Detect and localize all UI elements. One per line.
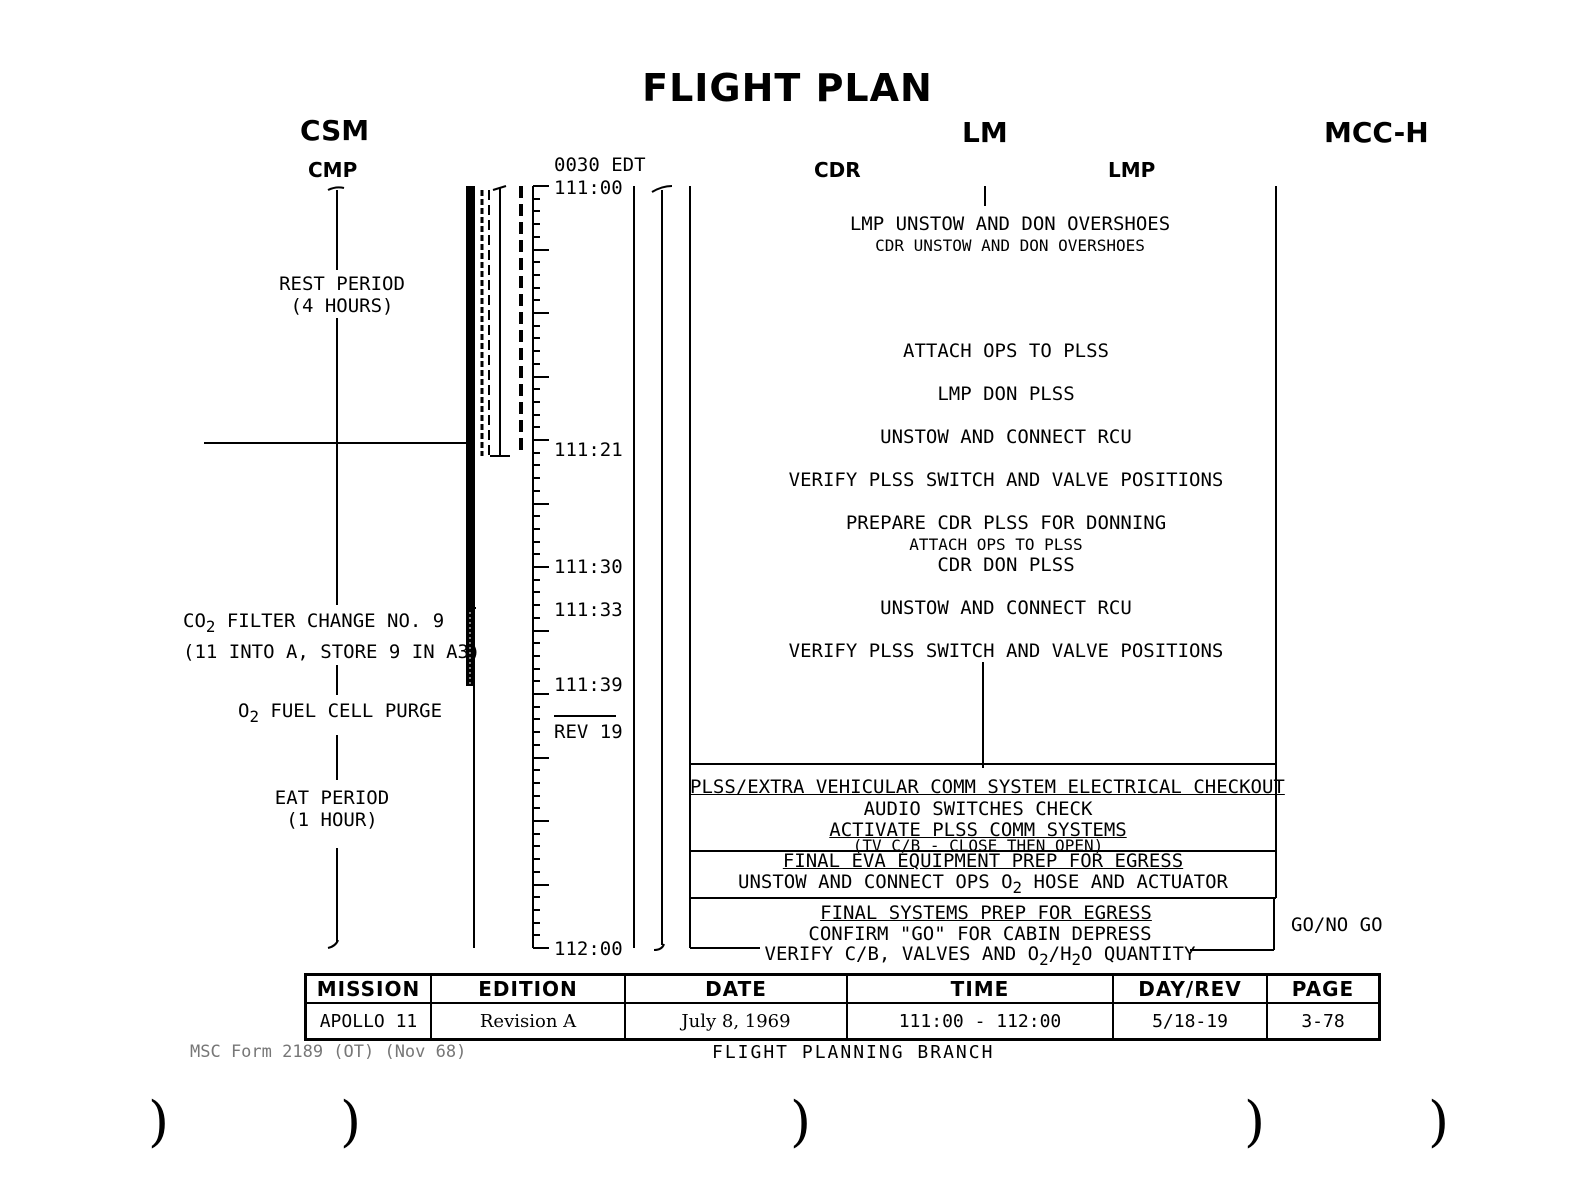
footer-mission: APOLLO 11 xyxy=(306,1003,432,1040)
page-title: FLIGHT PLAN xyxy=(642,66,933,110)
punch-mark-1: ) xyxy=(148,1090,170,1153)
lm-activity-6: VERIFY PLSS SWITCH AND VALVE POSITIONS xyxy=(788,469,1224,491)
tv-cb-note: (TV C/B - CLOSE THEN OPEN) xyxy=(852,836,1104,855)
minute-tick xyxy=(533,464,540,466)
verify-text-b: /H xyxy=(1048,943,1072,965)
eva-prep-text-a: UNSTOW AND CONNECT OPS O xyxy=(738,871,1013,893)
minute-tick xyxy=(533,820,549,822)
minute-tick xyxy=(533,655,540,657)
verify-text-c: O QUANTITY xyxy=(1081,943,1196,965)
eat-period-duration: (1 HOUR) xyxy=(286,809,378,831)
minute-tick xyxy=(533,490,540,492)
time-111-33: 111:33 xyxy=(554,599,623,621)
minute-tick xyxy=(533,769,540,771)
o2-label: O xyxy=(238,700,250,722)
minute-tick xyxy=(533,249,549,251)
lm-activity-3: ATTACH OPS TO PLSS xyxy=(903,340,1109,362)
punch-mark-4: ) xyxy=(1244,1090,1266,1153)
minute-tick xyxy=(533,274,540,276)
footer-header-page: PAGE xyxy=(1267,975,1380,1004)
rest-period-duration: (4 HOURS) xyxy=(290,295,394,317)
minute-tick xyxy=(533,503,549,505)
eva-prep-text-b: HOSE AND ACTUATOR xyxy=(1022,871,1228,893)
minute-tick xyxy=(533,553,540,555)
minute-tick xyxy=(533,287,540,289)
minute-tick xyxy=(533,299,540,301)
minute-tick xyxy=(533,452,540,454)
eva-prep-heading: FINAL EVA EQUIPMENT PREP FOR EGRESS xyxy=(782,850,1184,872)
minute-tick xyxy=(533,718,540,720)
rest-period xyxy=(237,273,447,317)
minute-tick xyxy=(533,845,540,847)
minute-tick xyxy=(533,185,549,187)
minute-tick xyxy=(533,223,540,225)
minute-tick xyxy=(533,947,549,949)
mcc-heading: MCC-H xyxy=(1324,116,1429,149)
minute-tick xyxy=(533,680,540,682)
minute-tick xyxy=(533,591,540,593)
confirm-go-cabin: CONFIRM "GO" FOR CABIN DEPRESS xyxy=(808,923,1152,945)
co2-filter-text: FILTER CHANGE NO. 9 xyxy=(215,610,445,632)
minute-tick xyxy=(533,934,540,936)
minute-tick xyxy=(533,693,549,695)
co2-subscript: 2 xyxy=(205,616,216,636)
eat-period xyxy=(232,787,432,831)
time-111-00: 111:00 xyxy=(554,177,623,199)
minute-tick xyxy=(533,210,540,212)
punch-mark-5: ) xyxy=(1428,1090,1450,1153)
lm-activity-1: LMP UNSTOW AND DON OVERSHOES xyxy=(849,213,1171,235)
minute-tick xyxy=(533,668,540,670)
minute-tick xyxy=(533,604,540,606)
minute-tick xyxy=(533,579,540,581)
time-111-39: 111:39 xyxy=(554,674,623,696)
footer-table xyxy=(304,973,1381,1041)
edt-label: 0030 EDT xyxy=(554,154,646,176)
lm-activity-7: PREPARE CDR PLSS FOR DONNING xyxy=(845,512,1167,534)
minute-tick xyxy=(533,236,540,238)
minute-tick xyxy=(533,782,540,784)
minute-tick xyxy=(533,922,540,924)
co2-label: CO xyxy=(183,610,206,632)
cmp-heading: CMP xyxy=(308,158,358,182)
eva-prep-subscript: 2 xyxy=(1012,877,1023,897)
minute-tick xyxy=(533,731,540,733)
minute-tick xyxy=(533,198,540,200)
systems-prep-heading: FINAL SYSTEMS PREP FOR EGRESS xyxy=(820,902,1152,924)
minute-tick xyxy=(533,388,540,390)
lm-activity-9: CDR DON PLSS xyxy=(937,554,1075,576)
minute-tick xyxy=(533,515,540,517)
lm-heading: LM xyxy=(962,116,1008,149)
time-112-00: 112:00 xyxy=(554,938,623,960)
minute-tick xyxy=(533,630,549,632)
o2-fuel-cell-purge xyxy=(238,700,442,726)
minute-tick xyxy=(533,337,540,339)
minute-tick xyxy=(533,858,540,860)
footer-header-mission: MISSION xyxy=(306,975,432,1004)
minute-tick xyxy=(533,401,540,403)
minute-tick xyxy=(533,312,549,314)
footer-header-dayrev: DAY/REV xyxy=(1113,975,1267,1004)
minute-tick xyxy=(533,807,540,809)
eat-period-label: EAT PERIOD xyxy=(274,787,390,809)
minute-tick xyxy=(533,376,549,378)
footer-header-date: DATE xyxy=(625,975,847,1004)
lm-activity-11: VERIFY PLSS SWITCH AND VALVE POSITIONS xyxy=(788,640,1224,662)
minute-tick xyxy=(533,363,540,365)
go-no-go: GO/NO GO xyxy=(1291,914,1383,936)
minute-tick xyxy=(533,350,540,352)
minute-tick xyxy=(533,744,540,746)
minute-tick xyxy=(533,325,540,327)
verify-text-a: VERIFY C/B, VALVES AND O xyxy=(764,943,1040,965)
co2-filter-change xyxy=(183,610,444,636)
form-number: MSC Form 2189 (OT) (Nov 68) xyxy=(190,1042,467,1062)
minute-tick xyxy=(533,642,540,644)
lm-activity-10: UNSTOW AND CONNECT RCU xyxy=(880,597,1132,619)
minute-tick xyxy=(533,617,540,619)
verify-sub-2: 2 xyxy=(1071,949,1082,969)
footer-time: 111:00 - 112:00 xyxy=(847,1003,1113,1040)
time-111-21: 111:21 xyxy=(554,439,623,461)
footer-edition: Revision A xyxy=(431,1003,625,1040)
lm-activity-8: ATTACH OPS TO PLSS xyxy=(909,535,1083,554)
lm-activity-4: LMP DON PLSS xyxy=(937,383,1075,405)
punch-mark-2: ) xyxy=(340,1090,362,1153)
minute-tick xyxy=(533,757,549,759)
punch-mark-3: ) xyxy=(790,1090,812,1153)
checkout-heading: PLSS/EXTRA VEHICULAR COMM SYSTEM ELECTRICAL CHECKOUT xyxy=(690,776,1285,798)
lm-activity-2: CDR UNSTOW AND DON OVERSHOES xyxy=(875,236,1145,255)
eva-prep-item xyxy=(690,871,1276,897)
co2-filter-detail: (11 INTO A, STORE 9 IN A3) xyxy=(183,641,481,663)
minute-tick xyxy=(533,909,540,911)
footer-dayrev: 5/18-19 xyxy=(1113,1003,1267,1040)
minute-tick xyxy=(533,439,549,441)
minute-tick xyxy=(533,795,540,797)
minute-tick xyxy=(533,477,540,479)
footer-date: July 8, 1969 xyxy=(625,1003,847,1040)
footer-header-edition: EDITION xyxy=(431,975,625,1004)
lmp-heading: LMP xyxy=(1108,158,1156,182)
lm-activity-5: UNSTOW AND CONNECT RCU xyxy=(880,426,1132,448)
verify-quantity xyxy=(690,943,1270,969)
minute-tick xyxy=(533,566,549,568)
minute-tick xyxy=(533,414,540,416)
minute-tick xyxy=(533,426,540,428)
branch-label: FLIGHT PLANNING BRANCH xyxy=(712,1042,995,1063)
minute-tick xyxy=(533,541,540,543)
minute-tick xyxy=(533,871,540,873)
footer-header-time: TIME xyxy=(847,975,1113,1004)
minute-tick xyxy=(533,528,540,530)
csm-heading: CSM xyxy=(300,114,370,147)
minute-tick xyxy=(533,896,540,898)
audio-switches-check: AUDIO SWITCHES CHECK xyxy=(863,798,1093,820)
activate-comm-systems: ACTIVATE PLSS COMM SYSTEMS xyxy=(829,819,1127,841)
minute-tick xyxy=(533,833,540,835)
verify-sub-1: 2 xyxy=(1039,949,1049,969)
rev-label: REV 19 xyxy=(554,721,623,743)
minute-tick xyxy=(533,706,540,708)
o2-subscript: 2 xyxy=(249,706,259,726)
minute-tick xyxy=(533,884,549,886)
minute-tick xyxy=(533,261,540,263)
cdr-heading: CDR xyxy=(814,158,861,182)
o2-purge-text: FUEL CELL PURGE xyxy=(258,700,443,722)
rest-period-label: REST PERIOD xyxy=(279,273,405,295)
footer-page: 3-78 xyxy=(1267,1003,1380,1040)
time-111-30: 111:30 xyxy=(554,556,623,578)
